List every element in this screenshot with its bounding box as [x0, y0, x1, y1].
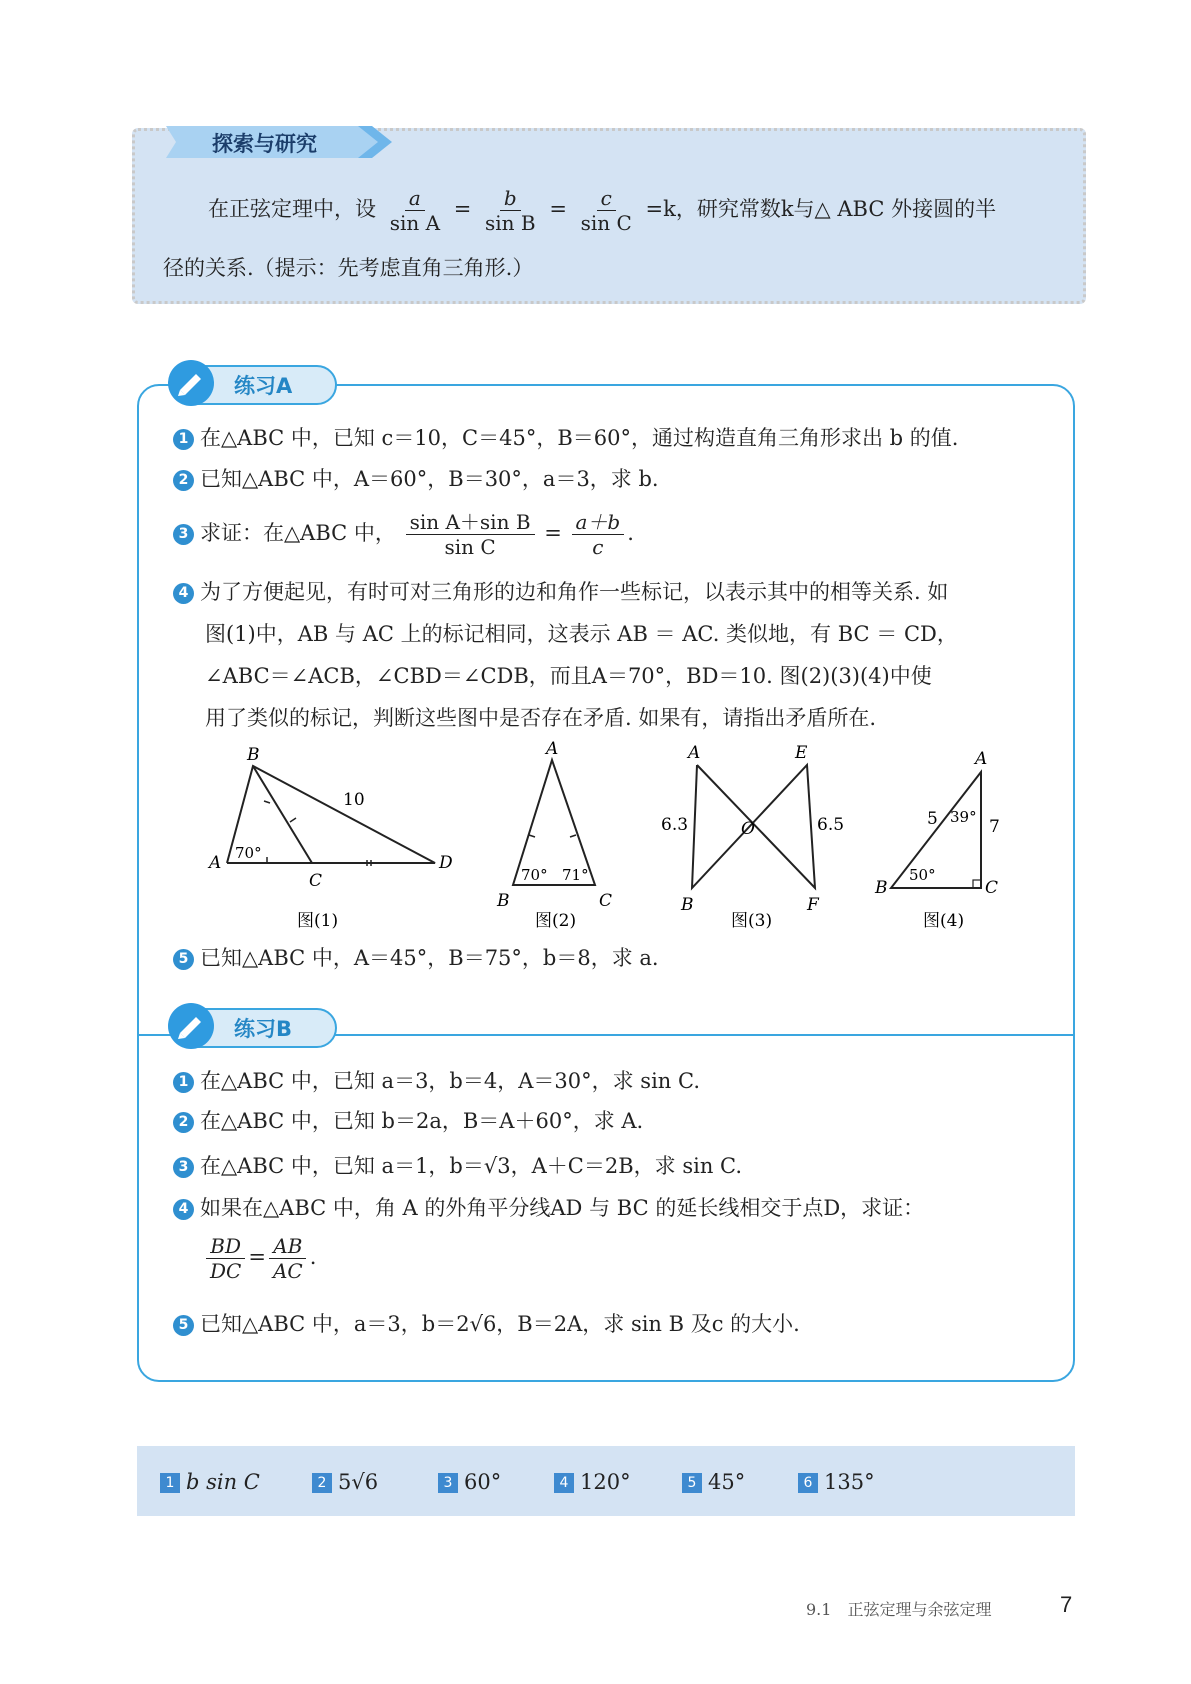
- answer-item: 1 b sin C: [160, 1470, 260, 1494]
- fig2-angle-c: 71°: [562, 866, 589, 884]
- fig3-label-b: B: [681, 895, 694, 915]
- explore-paragraph-1: 在正弦定理中，设 $\frac{a}{\text{sin A}}$ = $\frac{b}{\text{sin B}}$ = $\frac{c}{\text{sin C}}$ =k，研究常数k与△ ABC 外接圆的半: [208, 186, 997, 235]
- fig1-caption: 图(1): [297, 911, 339, 931]
- fraction-a-plus-b: $\frac{a+b}{c}$: [572, 510, 625, 559]
- fig2-label-c: C: [599, 891, 613, 911]
- fraction-bd-over-dc: $\frac{BD}{DC}$: [206, 1234, 245, 1283]
- explore-title: 探索与研究: [212, 132, 317, 156]
- exercise-a-item-4-line-3: ∠ABC＝∠ACB，∠CBD＝∠CDB，而且A＝70°，BD＝10. 图(2)(3)(4)中使: [205, 664, 932, 688]
- fig4-angle-b: 50°: [909, 866, 936, 884]
- fig3-label-o: O: [741, 819, 755, 839]
- fig1-label-b: B: [247, 745, 260, 765]
- figures-area: [195, 740, 1065, 940]
- fig1-label-d: D: [439, 853, 453, 873]
- fig3-label-f: F: [807, 895, 819, 915]
- answer-item: 6 135°: [798, 1470, 875, 1494]
- answer-number-box: 5: [682, 1473, 702, 1493]
- fig4-hyp-label: 5: [927, 809, 938, 829]
- item-number-badge: 2: [173, 1112, 194, 1133]
- answer-item: 2 5√6: [312, 1470, 378, 1494]
- fig3-right-length: 6.5: [817, 815, 845, 835]
- fraction-b-over-sinB: $\frac{b}{\text{sin B}}$: [485, 186, 536, 235]
- fig4-label-a: A: [975, 749, 988, 769]
- item-number-badge: 1: [173, 1072, 194, 1093]
- item-number-badge: 4: [173, 1199, 194, 1220]
- item-number-badge: 3: [173, 1157, 194, 1178]
- exercise-a-item-1: 1 在△ABC 中，已知 c＝10，C＝45°，B＝60°，通过构造直角三角形求出 b 的值.: [173, 424, 958, 452]
- item-number-badge: 5: [173, 1315, 194, 1336]
- pencil-icon: [168, 1003, 214, 1049]
- fig3-label-e: E: [795, 743, 808, 763]
- exercise-b-item-4: 4 如果在△ABC 中，角 A 的外角平分线AD 与 BC 的延长线相交于点D，求证：: [173, 1194, 924, 1222]
- figure-1: [207, 745, 453, 931]
- fig3-label-a: A: [688, 743, 701, 763]
- fig4-label-b: B: [875, 878, 888, 898]
- exercise-a-item-5: 5 已知△ABC 中，A＝45°，B＝75°，b＝8，求 a.: [173, 944, 659, 972]
- exercise-a-title: 练习A: [234, 374, 293, 398]
- explore-text-post: =k，研究常数k与△ ABC 外接圆的半: [645, 197, 997, 221]
- explore-paragraph-2: 径的关系.（提示：先考虑直角三角形.）: [163, 256, 534, 280]
- answer-number-box: 3: [438, 1473, 458, 1493]
- exercise-a-item-4-line-2: 图(1)中，AB 与 AC 上的标记相同，这表示 AB ＝ AC. 类似地，有 BC ＝ CD，: [205, 622, 958, 646]
- exercise-a-item-3: 3 求证：在△ABC 中， $\frac{\text{sin A＋sin B}}{\text{sin C}}$ = $\frac{a+b}{c}$ .: [173, 510, 634, 559]
- answer-item: 3 60°: [438, 1470, 501, 1494]
- exercise-a-item-2: 2 已知△ABC 中，A＝60°，B＝30°，a＝3，求 b.: [173, 465, 659, 493]
- fig2-caption: 图(2): [535, 911, 577, 931]
- answer-item: 5 45°: [682, 1470, 745, 1494]
- exercise-b-item-1: 1 在△ABC 中，已知 a＝3，b＝4，A＝30°，求 sin C.: [173, 1067, 700, 1095]
- fig1-angle-label: 70°: [235, 844, 262, 862]
- fraction-c-over-sinC: $\frac{c}{\text{sin C}}$: [580, 186, 632, 235]
- answer-number-box: 2: [312, 1473, 332, 1493]
- exercise-b-item-3: 3 在△ABC 中，已知 a＝1，b＝√3，A＋C＝2B，求 sin C.: [173, 1152, 742, 1180]
- fig4-caption: 图(4): [923, 911, 965, 931]
- fig2-angle-b: 70°: [521, 866, 548, 884]
- fraction-sin-sum: $\frac{\text{sin A＋sin B}}{\text{sin C}}$: [406, 510, 535, 559]
- answer-item: 4 120°: [554, 1470, 631, 1494]
- fraction-ab-over-ac: $\frac{AB}{AC}$: [269, 1234, 307, 1283]
- footer-section-title: 9.1 正弦定理与余弦定理: [806, 1600, 992, 1619]
- page-number: 7: [1060, 1592, 1073, 1617]
- item-number-badge: 3: [173, 524, 194, 545]
- explore-text-pre: 在正弦定理中，设: [208, 197, 376, 221]
- fig4-angle-a: 39°: [950, 808, 977, 826]
- exercise-a-item-4: 4 为了方便起见，有时可对三角形的边和角作一些标记，以表示其中的相等关系. 如: [173, 578, 948, 606]
- item-number-badge: 5: [173, 949, 194, 970]
- fig4-label-c: C: [985, 878, 999, 898]
- exercise-b-title: 练习B: [234, 1017, 293, 1041]
- figure-3: [661, 743, 844, 931]
- answer-number-box: 6: [798, 1473, 818, 1493]
- fraction-a-over-sinA: $\frac{a}{\text{sin A}}$: [389, 186, 441, 235]
- fig2-label-a: A: [546, 740, 559, 759]
- exercise-b-item-4-equation: $\frac{BD}{DC}$ = $\frac{AB}{AC}$ .: [203, 1234, 316, 1283]
- answer-number-box: 4: [554, 1473, 574, 1493]
- pencil-icon: [168, 360, 214, 406]
- answer-number-box: 1: [160, 1473, 180, 1493]
- fig1-label-c: C: [309, 871, 323, 891]
- exercise-b-item-2: 2 在△ABC 中，已知 b＝2a，B＝A＋60°，求 A.: [173, 1107, 643, 1135]
- fig4-leg-label: 7: [989, 817, 1000, 837]
- fig1-label-a: A: [209, 853, 222, 873]
- figure-2: [496, 740, 612, 931]
- item-number-badge: 1: [173, 429, 194, 450]
- figure-4: [874, 749, 1000, 931]
- exercise-b-item-5: 5 已知△ABC 中，a＝3，b＝2√6，B＝2A，求 sin B 及c 的大小.: [173, 1310, 800, 1338]
- item-number-badge: 4: [173, 583, 194, 604]
- fig2-label-b: B: [497, 891, 510, 911]
- fig3-caption: 图(3): [731, 911, 773, 931]
- item-number-badge: 2: [173, 470, 194, 491]
- fig3-left-length: 6.3: [661, 815, 689, 835]
- fig1-side-label: 10: [343, 790, 365, 810]
- exercise-a-item-4-line-4: 用了类似的标记，判断这些图中是否存在矛盾. 如果有，请指出矛盾所在.: [205, 706, 877, 730]
